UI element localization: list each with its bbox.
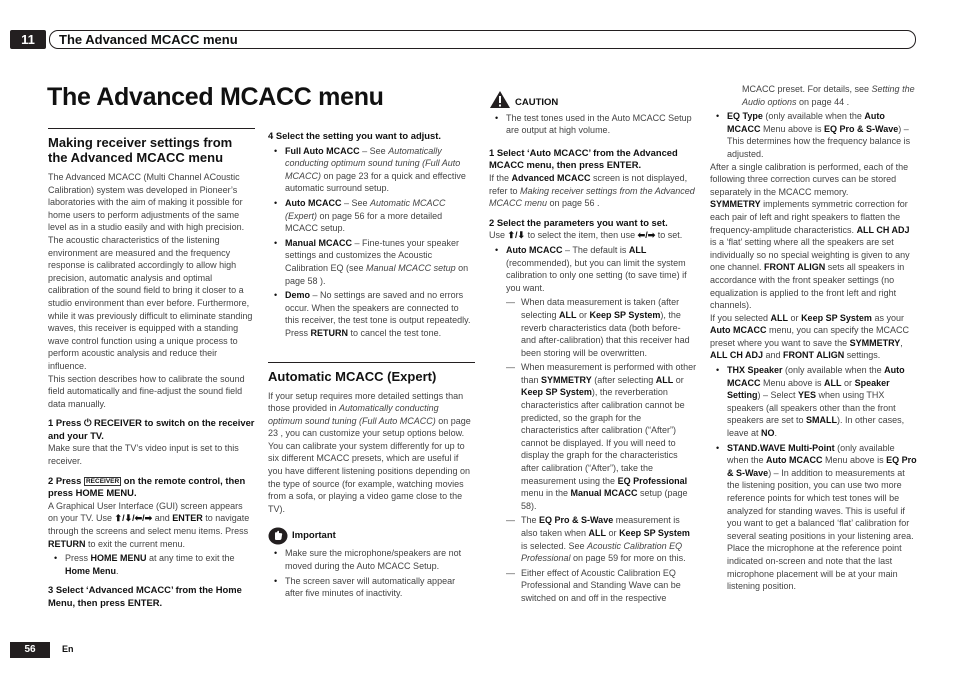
step-2-heading: 2 Press RECEIVER on the remote control, then press HOME MENU.: [48, 474, 246, 499]
caution-heading: CAUTION: [489, 89, 697, 110]
step-2-heading: 2 Select the parameters you want to set.: [489, 216, 668, 228]
list-item: • EQ Type (only available when the Auto MCACC Menu above is EQ Pro & S-Wave) – This determines how the frequency balance is adjusted.: [710, 110, 918, 160]
list-item: • The test tones used in the Auto MCACC Setup are output at high volume.: [489, 112, 697, 137]
list-item: • Make sure the microphone/speakers are not moved during the Auto MCACC Setup.: [268, 547, 475, 572]
page-number: 56: [10, 642, 50, 658]
automatic-mcacc-paragraph: If your setup requires more detailed settings than those provided in Automatically conducting optimum sound tuning (Full Auto MCACC) on page 23 , you can customize your setup options below. You can calibrate your system differently for up to six different MCACC presets, which are useful if you have different listening positions depending on the type of source (for example, watching movies from a sofa, or playing a video game close to the TV).: [268, 390, 471, 514]
list-item: — When measurement is performed with other than SYMMETRY (after selecting ALL or Keep SP System), the reverberation characteristics after calibration cannot be predicted, so the graph for the characteristics after calibration (“After”) cannot be displayed. If you will need to display the graph for the characteristics after calibration (“After”), take the measurement using the EQ Professional menu in the Manual MCACC setup (page 58).: [489, 361, 697, 512]
step-1-heading: 1 Press ⏻ RECEIVER to switch on the receiver and your TV.: [48, 417, 255, 441]
list-item: • STAND.WAVE Multi-Point (only available when the Auto MCACC Menu above is EQ Pro & S-Wave) – In addition to measurements at the listening position, you can use two more reference points for which test tones will be analyzed for standing waves. This is useful if you want to get a balanced ‘flat’ calibration for several seating positions in your listening area. Place the microphone at the reference point indicated on-screen and note that the last microphone placement will be at your main listening position.: [710, 442, 918, 593]
column-1: [48, 128, 255, 610]
column-3: [489, 89, 697, 605]
page-title: The Advanced MCACC menu: [47, 83, 384, 111]
language-label: En: [62, 644, 74, 654]
left-right-arrows-icon: ⬅/➡: [637, 230, 656, 241]
list-item: — Either effect of Acoustic Calibration EQ Professional and Standing Wave can be switched on and off in the respective: [489, 567, 697, 605]
list-item: • Full Auto MCACC – See Automatically conducting optimum sound tuning (Full Auto MCACC) on page 23 for a quick and effective automatic surround setup.: [268, 145, 475, 195]
column-2: [268, 130, 475, 600]
section-heading-making-settings: Making receiver settings from the Advanced MCACC menu: [48, 128, 255, 165]
column-4: [710, 83, 918, 593]
step-4-heading: 4 Select the setting you want to adjust.: [268, 130, 441, 141]
step-2-text: A Graphical User Interface (GUI) screen appears on your TV. Use ⬆/⬇/⬅/➡ and ENTER to navigate through the screens and select menu items. Press RETURN to exit the current menu.: [48, 500, 250, 549]
list-item: — The EQ Pro & S-Wave measurement is also taken when ALL or Keep SP System is selected. See Acoustic Calibration EQ Professional on page 59 for more on this.: [489, 514, 697, 564]
step-1-text: If the Advanced MCACC screen is not displayed, refer to Making receiver settings from the Advanced MCACC menu on page 56 .: [489, 172, 695, 209]
chapter-title-bar: [49, 30, 916, 49]
arrow-keys-icon: ⬆/⬇/⬅/➡: [114, 513, 153, 524]
step-2-text: Use ⬆/⬇ to select the item, then use ⬅/➡ to set.: [489, 230, 683, 241]
list-item: • Demo – No settings are saved and no errors occur. When the speakers are connected to this receiver, the test tone is output repeatedly. Press RETURN to cancel the test tone.: [268, 289, 475, 339]
power-icon: ⏻: [83, 417, 92, 429]
list-item: • Auto MCACC – The default is ALL (recommended), but you can limit the system calibration to only one setting (to save time) if you want.: [489, 244, 697, 294]
list-item: • THX Speaker (only available when the Auto MCACC Menu above is ALL or Speaker Setting) – Select YES when using THX speakers (all speakers other than the front speakers are set to SMALL). In other cases, leave at NO.: [710, 364, 918, 440]
step-3-heading: 3 Select ‘Advanced MCACC’ from the Home Menu, then press ENTER.: [48, 584, 242, 608]
list-item: — When data measurement is taken (after selecting ALL or Keep SP System), the reverb characteristics data (both before- and after-calibration) that this receiver had been storing will be overwritten.: [489, 296, 697, 359]
list-item: • Press HOME MENU at any time to exit the Home Menu.: [48, 552, 255, 577]
step-1-text: Make sure that the TV’s video input is set to this receiver.: [48, 443, 239, 467]
chapter-number: 11: [10, 30, 46, 49]
intro-paragraph-2: This section describes how to calibrate the sound field automatically and fine-adjust the sound field data manually.: [48, 373, 245, 409]
list-item: • Manual MCACC – Fine-tunes your speaker settings and customizes the Acoustic Calibration EQ (see Manual MCACC setup on page 58 ).: [268, 237, 475, 287]
warning-triangle-icon: [489, 90, 511, 109]
important-icon: [268, 527, 288, 545]
paragraph: If you selected ALL or Keep SP System as your Auto MCACC menu, you can specify the MCACC preset where you want to save the SYMMETRY, ALL CH ADJ and FRONT ALIGN settings.: [710, 312, 910, 361]
list-item: • Auto MCACC – See Automatic MCACC (Expert) on page 56 for a more detailed MCACC setup.: [268, 197, 475, 235]
up-down-arrows-icon: ⬆/⬇: [507, 230, 526, 241]
intro-paragraph: The Advanced MCACC (Multi Channel ACoustic Calibration) system was developed in Pioneer’s laboratories with the aim of making it possible for home users to perform adjustments of the same level as in a studio easily and with high precision. The acoustic characteristics of the listening environment are measured and the frequency response is calibrated accordingly to allow high precision, automatic analysis and optimal calibration of the sound field to bring it closer to a studio environment than ever before. Furthermore, while it was previously difficult to eliminate standing waves, this receiver is equipped with a standing wave control function using a unique process to perform acoustic analysis and reduce their influence.: [48, 172, 253, 371]
paragraph: SYMMETRY implements symmetric correction for each pair of left and right speakers to flatten the frequency-amplitude characteristics. ALL CH ADJ is a ‘flat’ setting where all the speakers are set individually so no special weighting is given to any one channel. FRONT ALIGN sets all speakers in accordance with the front speaker settings (no equalization is applied to the front left and right channels).: [710, 199, 910, 311]
section-heading-automatic-mcacc: Automatic MCACC (Expert): [268, 362, 475, 384]
receiver-button-icon: RECEIVER: [85, 477, 120, 485]
list-item: • The screen saver will automatically appear after five minutes of inactivity.: [268, 575, 475, 600]
chapter-title: The Advanced MCACC menu: [59, 32, 238, 47]
paragraph: After a single calibration is performed, each of the following three correction curves can be stored separately in the MCACC memory.: [710, 161, 909, 197]
list-item-continued: MCACC preset. For details, see Setting the Audio options on page 44 .: [742, 84, 915, 107]
important-heading: Important: [268, 527, 475, 545]
step-1-heading: 1 Select ‘Auto MCACC’ from the Advanced MCACC menu, then press ENTER.: [489, 146, 678, 171]
